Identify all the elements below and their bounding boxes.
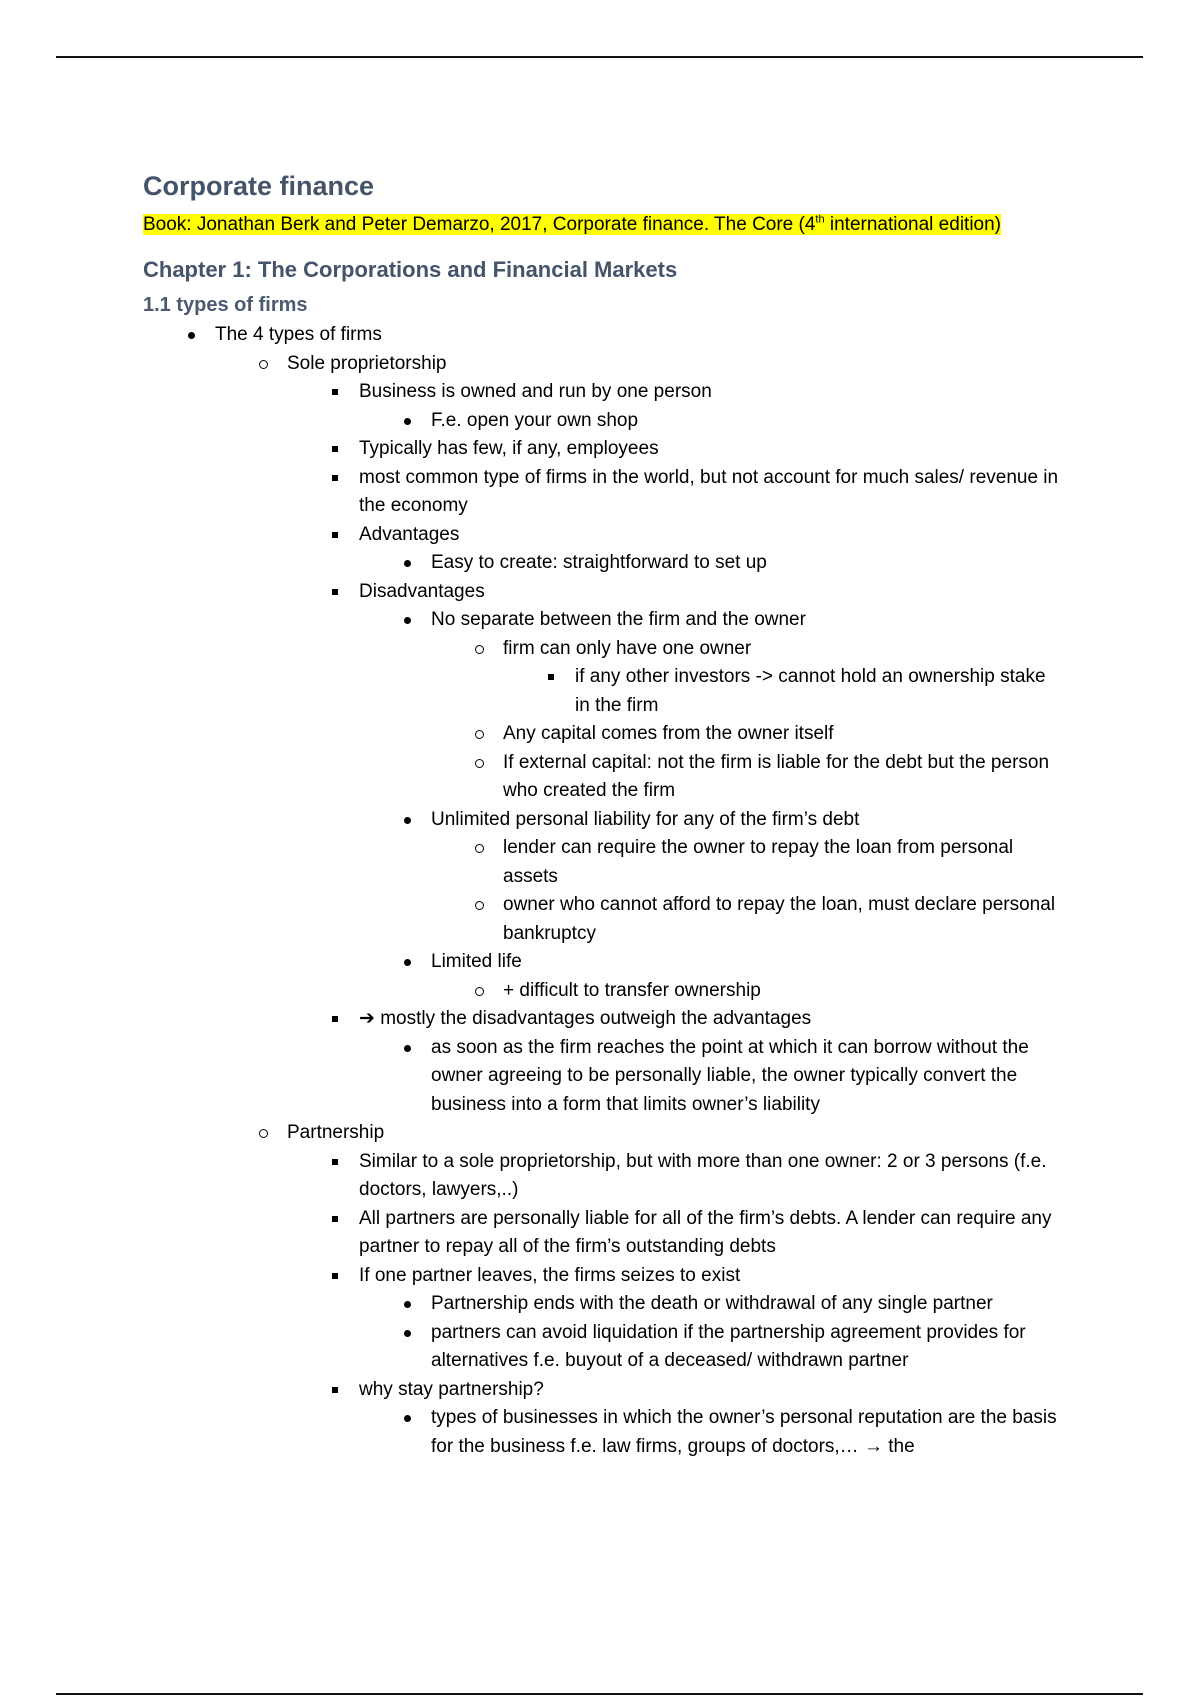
list-item: if any other investors -> cannot hold an ownership stake in the firm xyxy=(503,663,1063,720)
book-reference: Book: Jonathan Berk and Peter Demarzo, 2017, Corporate finance. The Core (4th international edition) xyxy=(143,214,1001,236)
list-item: If external capital: not the firm is liable for the debt but the person who created the firm xyxy=(431,749,1063,806)
list-item: Partnership ends with the death or withdrawal of any single partner xyxy=(359,1290,1063,1319)
list-item: Easy to create: straightforward to set up xyxy=(359,549,1063,578)
bottom-rule xyxy=(56,1693,1143,1695)
list-item: lender can require the owner to repay the loan from personal assets xyxy=(431,834,1063,891)
top-rule xyxy=(56,56,1143,58)
arrow-icon: ➔ xyxy=(359,1008,375,1030)
list-item: Limited life + difficult to transfer ownership xyxy=(359,948,1063,1005)
list-item: Similar to a sole proprietorship, but with more than one owner: 2 or 3 persons (f.e. doctors, lawyers,..) xyxy=(287,1148,1063,1205)
list-item: firm can only have one owner if any other investors -> cannot hold an ownership stake in the firm xyxy=(431,635,1063,721)
list-item: most common type of firms in the world, but not account for much sales/ revenue in the economy xyxy=(287,464,1063,521)
list-item: The 4 types of firms Sole proprietorship Business is owned and run by one person F.e. open your own shop Typically has few, if any, employees most common type of firms in the world, but not account for much sales/ revenue in the economy Advantages Easy to create: straightforward to set up Disadvantages No separate between the firm and the owner firm can only have one owner if any other investors -> cannot hold an ownership stake in the firm Any capital comes from the owner itself If external capital: not the firm is liable for the debt but the person who created the firm Unlimited personal liability for any of the firm’s debt lender can require the owner to repay the loan from personal assets owner who cannot afford to repay the loan, must declare personal bankruptcy Limited life + difficult to transfer ownership ➔ mostly the disadvantages outweigh the advantages as soon as the firm reaches the point at which it can borrow without the owner agreeing to be personally liable, the owner typically convert the business into a form that limits owner’s liability Partnership Similar to a sole proprietorship, but with more than one owner: 2 or 3 persons (f.e. doctors, lawyers,..) All partners are personally liable for all of the firm’s debts. A lender can require any partner to repay all of the firm’s outstanding debts If one partner leaves, the firms seizes to exist Partnership ends with the death or withdrawal of any single partner partners can avoid liquidation if the partnership agreement provides for alternatives f.e. buyout of a deceased/ withdrawn partner why stay partnership? types of businesses in which the owner’s personal reputation are the basis for the business f.e. law firms, groups of doctors,… → the xyxy=(143,321,1063,1461)
list-item: as soon as the firm reaches the point at which it can borrow without the owner agreeing to be personally liable, the owner typically convert the business into a form that limits owner’s liability xyxy=(359,1034,1063,1120)
list-item: Disadvantages No separate between the firm and the owner firm can only have one owner if any other investors -> cannot hold an ownership stake in the firm Any capital comes from the owner itself If external capital: not the firm is liable for the debt but the person who created the firm Unlimited personal liability for any of the firm’s debt lender can require the owner to repay the loan from personal assets owner who cannot afford to repay the loan, must declare personal bankruptcy Limited life + difficult to transfer ownership xyxy=(287,578,1063,1006)
list-item: Partnership Similar to a sole proprietorship, but with more than one owner: 2 or 3 persons (f.e. doctors, lawyers,..) All partners are personally liable for all of the firm’s debts. A lender can require any partner to repay all of the firm’s outstanding debts If one partner leaves, the firms seizes to exist Partnership ends with the death or withdrawal of any single partner partners can avoid liquidation if the partnership agreement provides for alternatives f.e. buyout of a deceased/ withdrawn partner why stay partnership? types of businesses in which the owner’s personal reputation are the basis for the business f.e. law firms, groups of doctors,… → the xyxy=(215,1119,1063,1461)
list-item: F.e. open your own shop xyxy=(359,407,1063,436)
list-item: No separate between the firm and the owner firm can only have one owner if any other investors -> cannot hold an ownership stake in the firm Any capital comes from the owner itself If external capital: not the firm is liable for the debt but the person who created the firm xyxy=(359,606,1063,806)
list-item: Typically has few, if any, employees xyxy=(287,435,1063,464)
document-body xyxy=(143,168,1063,1461)
document-title: Corporate finance xyxy=(143,171,375,201)
list-item: owner who cannot afford to repay the loan, must declare personal bankruptcy xyxy=(431,891,1063,948)
list-item: If one partner leaves, the firms seizes to exist Partnership ends with the death or withdrawal of any single partner partners can avoid liquidation if the partnership agreement provides for alternatives f.e. buyout of a deceased/ withdrawn partner xyxy=(287,1262,1063,1376)
list-item: Advantages Easy to create: straightforward to set up xyxy=(287,521,1063,578)
list-item: why stay partnership? types of businesses in which the owner’s personal reputation are the basis for the business f.e. law firms, groups of doctors,… → the xyxy=(287,1376,1063,1462)
list-item: Unlimited personal liability for any of the firm’s debt lender can require the owner to repay the loan from personal assets owner who cannot afford to repay the loan, must declare personal bankruptcy xyxy=(359,806,1063,949)
arrow-icon: → xyxy=(863,1435,883,1457)
list-item: Any capital comes from the owner itself xyxy=(431,720,1063,749)
list-item: Business is owned and run by one person F.e. open your own shop xyxy=(287,378,1063,435)
list-item: All partners are personally liable for all of the firm’s debts. A lender can require any partner to repay all of the firm’s outstanding debts xyxy=(287,1205,1063,1262)
list-item: ➔ mostly the disadvantages outweigh the advantages as soon as the firm reaches the point at which it can borrow without the owner agreeing to be personally liable, the owner typically convert the business into a form that limits owner’s liability xyxy=(287,1005,1063,1119)
list-item: partners can avoid liquidation if the partnership agreement provides for alternatives f.e. buyout of a deceased/ withdrawn partner xyxy=(359,1319,1063,1376)
list-item: Sole proprietorship Business is owned and run by one person F.e. open your own shop Typically has few, if any, employees most common type of firms in the world, but not account for much sales/ revenue in the economy Advantages Easy to create: straightforward to set up Disadvantages No separate between the firm and the owner firm can only have one owner if any other investors -> cannot hold an ownership stake in the firm Any capital comes from the owner itself If external capital: not the firm is liable for the debt but the person who created the firm Unlimited personal liability for any of the firm’s debt lender can require the owner to repay the loan from personal assets owner who cannot afford to repay the loan, must declare personal bankruptcy Limited life + difficult to transfer ownership ➔ mostly the disadvantages outweigh the advantages as soon as the firm reaches the point at which it can borrow without the owner agreeing to be personally liable, the owner typically convert the business into a form that limits owner’s liability xyxy=(215,350,1063,1120)
section-heading: 1.1 types of firms xyxy=(143,294,308,317)
chapter-heading: Chapter 1: The Corporations and Financial Markets xyxy=(143,257,678,283)
list-item: + difficult to transfer ownership xyxy=(431,977,1063,1006)
outline-list xyxy=(143,321,1063,1461)
list-item: types of businesses in which the owner’s personal reputation are the basis for the business f.e. law firms, groups of doctors,… → the xyxy=(359,1404,1063,1461)
